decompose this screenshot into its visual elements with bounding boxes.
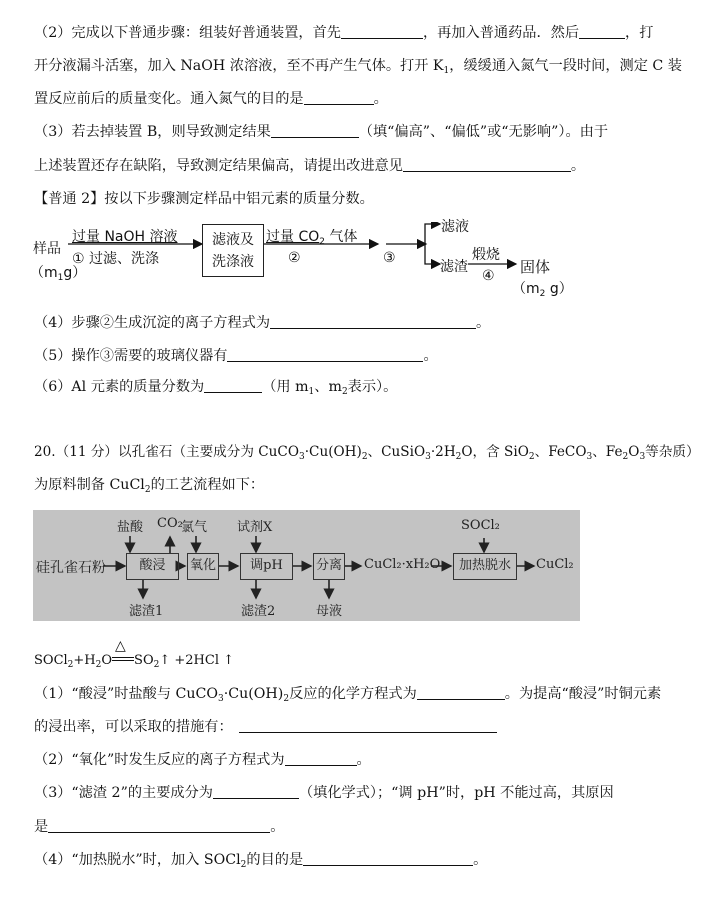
p20-text: 的工艺流程如下：	[150, 477, 265, 493]
q3-text: （3）若去掉装置 B，则导致测定结果	[34, 124, 271, 140]
p20-text: 等杂质）	[645, 444, 700, 460]
p20-line2	[34, 476, 264, 494]
cl2-label: 氯气	[181, 520, 208, 535]
q6-line	[34, 378, 397, 396]
subscript: 2	[240, 860, 247, 870]
q4-text: 。	[476, 315, 491, 331]
start-material: 硅孔雀石粉	[36, 560, 106, 576]
reagent-text: 过量 CO	[266, 229, 320, 245]
q4-line	[34, 314, 490, 332]
step1-reagent: 过量 NaOH 溶液	[72, 229, 178, 245]
heating-condition	[112, 638, 134, 665]
q5-text: （5）操作③需要的玻璃仪器有	[34, 348, 228, 364]
q2-text: ，再加入普通药品．然后	[422, 25, 580, 41]
q-text: ·Cu(OH)	[223, 686, 284, 702]
answer-blank[interactable]	[417, 685, 505, 700]
cucl2-process-diagram	[33, 510, 580, 621]
q-text: （4）“加热脱水”时，加入 SOCl	[34, 852, 241, 868]
answer-blank[interactable]	[270, 314, 476, 329]
arrow-residue	[425, 244, 440, 264]
box-heat-dehydrate: 加热脱水	[453, 553, 517, 580]
q2-text: 开分液漏斗活塞，加入 NaOH 浓溶液，至不再产生气体。打开 K	[34, 58, 444, 74]
box-separation: 分离	[313, 553, 345, 580]
p20-text: 为原料制备 CuCl	[34, 477, 145, 493]
step4-number: ④	[482, 268, 495, 284]
subscript: 3	[218, 694, 224, 704]
filtrate-label: 滤液	[441, 219, 469, 235]
q2-text: ，打	[625, 25, 654, 41]
socl2-equation	[34, 638, 235, 670]
solid-mass	[512, 278, 573, 298]
reagent-x-label: 试剂X	[237, 520, 273, 535]
p20-text: 20.（11 分）以孔雀石（主要成分为 CuCO	[34, 444, 299, 460]
answer-blank[interactable]	[403, 157, 571, 172]
subscript: 2	[144, 485, 151, 495]
residue-label: 滤渣	[440, 259, 468, 275]
subscript: 1	[443, 66, 450, 76]
q-text: （1）“酸浸”时盐酸与 CuCO	[34, 686, 219, 702]
box-adjust-ph: 调pH	[240, 553, 293, 580]
aluminum-flow-diagram	[30, 219, 590, 302]
subscript: 1	[57, 273, 64, 283]
q2-text: 。	[373, 91, 388, 107]
residue1-label: 滤渣1	[129, 604, 164, 619]
subscript: 3	[425, 452, 431, 462]
mother-liquor-label: 母液	[316, 604, 343, 619]
subscript: 3	[298, 452, 305, 462]
answer-blank[interactable]	[48, 818, 270, 833]
answer-blank[interactable]	[227, 347, 423, 362]
p20-q1-line1	[34, 685, 661, 703]
subscript: 2	[622, 452, 629, 462]
eq-text: SO	[134, 653, 154, 668]
subscript: 3	[639, 452, 646, 462]
final-product: CuCl₂	[536, 557, 574, 572]
answer-blank[interactable]	[579, 24, 625, 39]
box-acid-leach: 酸浸	[126, 553, 179, 580]
subscript: 2	[361, 452, 368, 462]
answer-blank[interactable]	[285, 751, 357, 766]
q3-line2	[34, 157, 585, 175]
q-text: 。为提高“酸浸”时铜元素	[504, 686, 662, 702]
q2-text: （2）完成以下普通步骤：组装好普通装置，首先	[34, 25, 341, 41]
q6-text: （用 m	[262, 379, 309, 395]
q-text: 。	[270, 819, 285, 835]
mass-text: g）	[63, 265, 87, 281]
q2-text: 置反应前后的质量变化。通入氮气的目的是	[34, 91, 304, 107]
eq-text: SOCl	[34, 653, 68, 668]
q5-text: 。	[423, 348, 438, 364]
arrow-filtrate	[420, 224, 440, 244]
p20-text: ·Cu(OH)	[304, 444, 362, 460]
subscript: 3	[586, 452, 593, 462]
q6-text: （6）Al 元素的质量分数为	[34, 379, 205, 395]
subscript: 2	[67, 660, 74, 670]
eq-text: ↑ +2HCl ↑	[159, 653, 235, 668]
subscript: 2	[319, 237, 325, 247]
eq-text: O	[101, 653, 113, 668]
q6-text: 、m	[314, 379, 342, 395]
socl2-label: SOCl₂	[461, 518, 500, 533]
co2-label: CO₂	[157, 516, 183, 531]
equals-bar	[112, 657, 134, 661]
sample-label: 样品	[33, 241, 61, 257]
q-text: （3）“滤渣 2”的主要成分为	[34, 785, 213, 801]
q-text: 是	[34, 819, 49, 835]
subscript: 1	[308, 387, 315, 397]
q2-text: ，缓缓通入氮气一段时间，测定 C 装	[449, 58, 682, 74]
p20-text: O	[628, 444, 640, 460]
q4-text: （4）步骤②生成沉淀的离子方程式为	[34, 315, 271, 331]
q2-line1	[34, 24, 653, 42]
step1-operation: ① 过滤、洗涤	[72, 251, 160, 267]
q3-text: 。	[570, 158, 586, 174]
section2-title: 【普通 2】按以下步骤测定样品中铝元素的质量分数。	[34, 191, 374, 207]
answer-blank[interactable]	[303, 851, 473, 866]
box-text: 洗涤液	[212, 254, 254, 270]
p20-text: 、Fe	[592, 444, 623, 460]
box-text: 滤液及	[212, 232, 254, 248]
p20-q3-line1	[34, 784, 614, 802]
p20-q4-line	[34, 851, 487, 869]
step4-operation: 煅烧	[472, 247, 500, 263]
step2-reagent	[266, 226, 357, 246]
p20-q1-line2	[34, 718, 497, 736]
q-text: 的目的是	[246, 852, 304, 868]
subscript: 2	[153, 660, 160, 670]
answer-blank[interactable]	[239, 718, 497, 733]
q-text: （2）“氧化”时发生反应的离子方程式为	[34, 752, 285, 768]
p20-q2-line	[34, 751, 371, 769]
answer-blank[interactable]	[341, 24, 423, 39]
q6-text: 表示）。	[347, 379, 398, 395]
reagent-text: 气体	[324, 229, 358, 245]
p20-text: 、CuSiO	[367, 444, 426, 460]
q5-line	[34, 347, 438, 365]
q2-line3	[34, 90, 388, 108]
box-oxidation: 氧化	[187, 553, 219, 580]
q3-text: 上述装置还存在缺陷，导致测定结果偏高，请提出改进意见	[34, 158, 403, 174]
hcl-label: 盐酸	[117, 520, 144, 535]
p20-text: O，含 SiO	[461, 444, 529, 460]
q-text: （填化学式）；“调 pH”时，pH 不能过高，其原因	[298, 785, 614, 801]
answer-blank[interactable]	[204, 378, 262, 393]
q3-line1	[34, 123, 608, 141]
p20-line1	[34, 443, 700, 461]
subscript: 2	[528, 452, 535, 462]
p20-q3-line2	[34, 818, 284, 836]
mass-text: （m	[512, 281, 540, 297]
filtrate-box	[202, 224, 264, 277]
subscript: 2	[283, 694, 290, 704]
q-text: 的浸出率，可以采取的措施有：	[34, 719, 233, 735]
q2-line2	[34, 57, 682, 75]
subscript: 2	[539, 289, 546, 299]
mass-text: （m	[30, 265, 58, 281]
answer-blank[interactable]	[213, 784, 299, 799]
answer-blank[interactable]	[271, 123, 359, 138]
q-text: 。	[356, 752, 371, 768]
p20-text: ·2H	[430, 444, 456, 460]
answer-blank[interactable]	[304, 90, 374, 105]
q-text: 反应的化学方程式为	[289, 686, 417, 702]
residue2-label: 滤渣2	[241, 604, 276, 619]
subscript: 2	[455, 452, 462, 462]
step3-number: ③	[383, 250, 396, 266]
delta-icon: △	[115, 638, 126, 654]
q3-text: （填“偏高”、“偏低”或“无影响”）。由于	[358, 124, 609, 140]
hydrate-product: CuCl₂·xH₂O	[364, 557, 441, 572]
mass-text: g）	[545, 281, 573, 297]
step2-number: ②	[288, 250, 301, 266]
q-text: 。	[473, 852, 488, 868]
subscript: 2	[95, 660, 102, 670]
eq-text: +H	[73, 653, 96, 668]
solid-label: 固体	[520, 258, 551, 276]
p20-text: 、FeCO	[534, 444, 587, 460]
subscript: 2	[341, 387, 348, 397]
